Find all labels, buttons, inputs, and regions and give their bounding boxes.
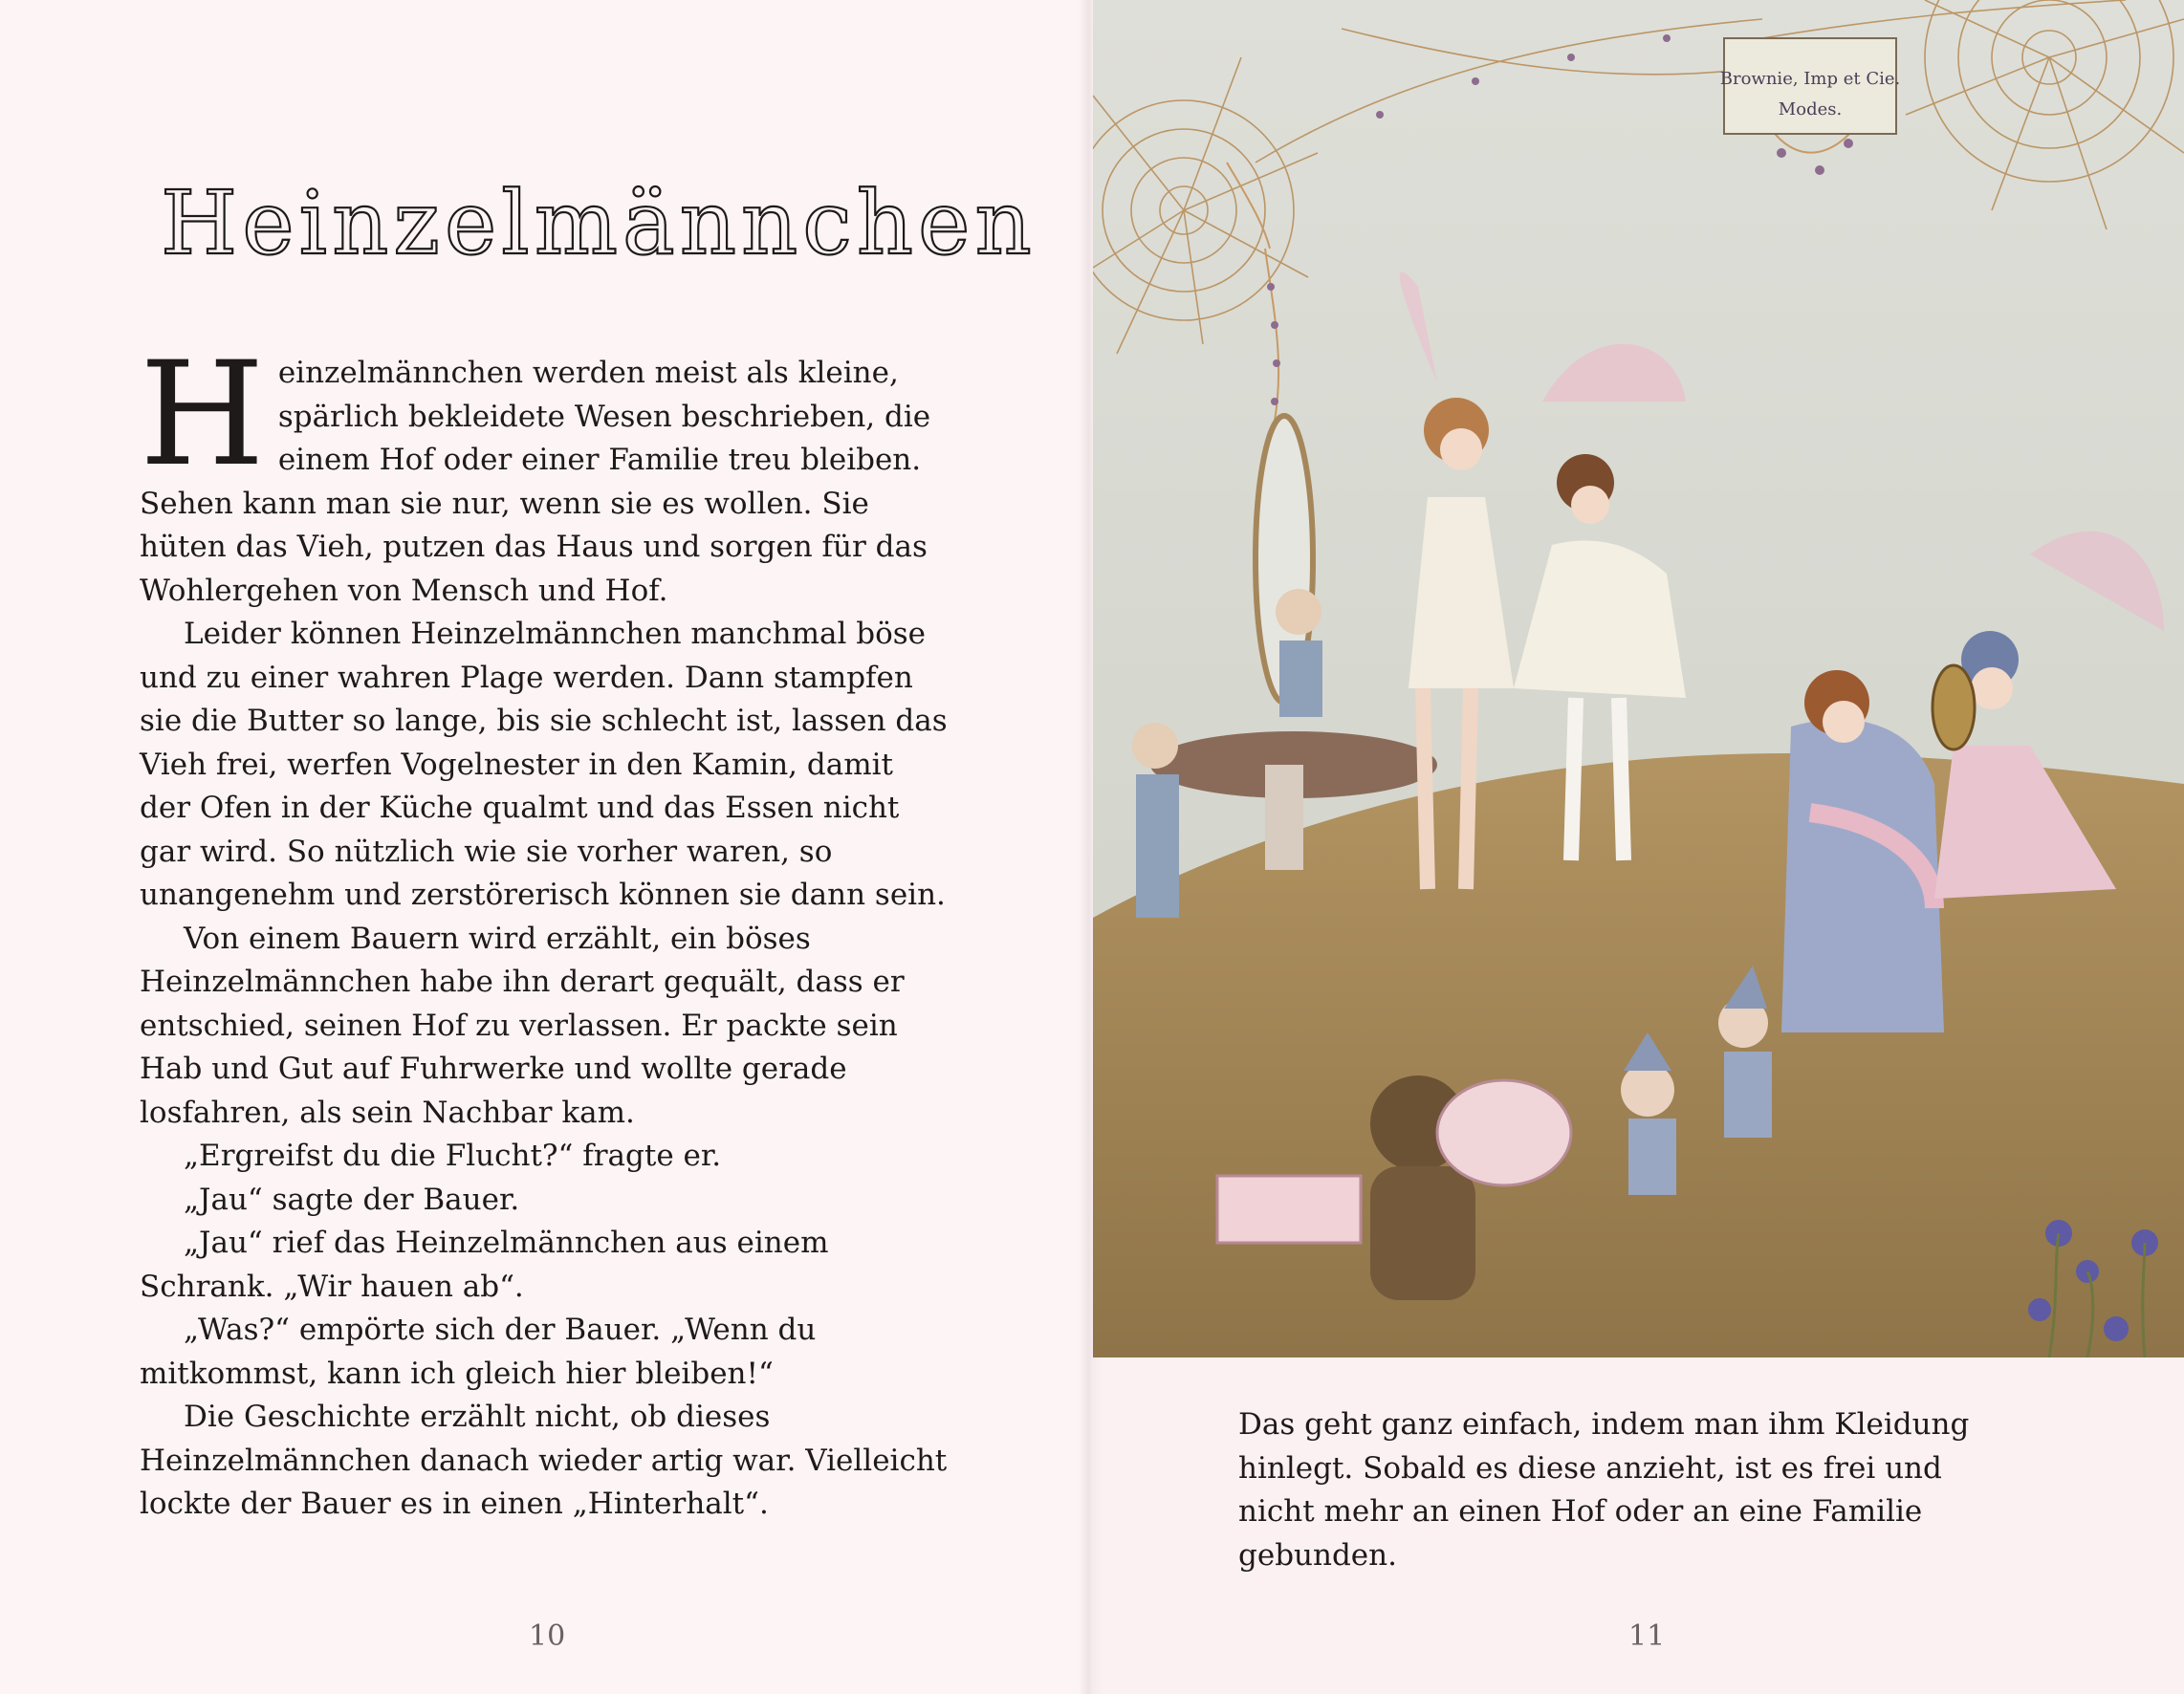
- drop-cap: H: [140, 332, 265, 498]
- paragraph-6: „Jau“ rief das Heinzelmännchen aus einem Schrank. „Wir hauen ab“.: [140, 1226, 829, 1304]
- paragraph-3: Von einem Bauern wird erzählt, ein böses Heinzelmännchen habe ihn derart gequält, dass er entschied, seinen Hof zu verlassen. Er packte sein Hab und Gut auf Fuhrwerke und wollte gerade losfahren, als sein Nachbar kam.: [140, 921, 905, 1130]
- paragraph-8: Die Geschichte erzählt nicht, ob dieses Heinzelmännchen danach wieder artig war. Vielleicht lockte der Bauer es in einen „Hinterhalt“.: [140, 1400, 948, 1521]
- fairy-illustration: [1093, 0, 2184, 1357]
- story-text: [140, 332, 952, 1527]
- paragraph-4: „Ergreifst du die Flucht?“ fragte er.: [184, 1139, 722, 1173]
- paragraph-1: [140, 332, 952, 613]
- left-page: [0, 0, 1090, 1694]
- sign-line-1: Brownie, Imp et Cie.: [1719, 69, 1901, 89]
- paragraph-7: „Was?“ empörte sich der Bauer. „Wenn du mitkommst, kann ich gleich hier bleiben!“: [140, 1313, 817, 1391]
- sign-line-2: Modes.: [1778, 99, 1843, 119]
- illustration-caption: Das geht ganz einfach, indem man ihm Kleidung hinlegt. Sobald es diese anzieht, ist es frei und nicht mehr an einen Hof oder an eine Familie gebunden.: [1238, 1407, 1970, 1573]
- page-title: Heinzelmännchen: [161, 171, 1037, 274]
- page-number-left: 10: [529, 1619, 566, 1653]
- paragraph-1-text: einzelmännchen werden meist als kleine, spärlich bekleidete Wesen beschrieben, die einem Hof oder einer Familie treu bleiben. Sehen kann man sie nur, wenn sie es wollen. Sie hüten das Vieh, putzen das Haus und sorgen für das Wohlergehen von Mensch und Hof.: [140, 356, 931, 608]
- page-number-right: 11: [1628, 1619, 1666, 1653]
- paragraph-5: „Jau“ sagte der Bauer.: [184, 1182, 520, 1217]
- paragraph-2: Leider können Heinzelmännchen manchmal böse und zu einer wahren Plage werden. Dann stampfen sie die Butter so lange, bis sie schlecht ist, lassen das Vieh frei, werfen Vogelnester in den Kamin, damit der Ofen in der Küche qualmt und das Essen nicht gar wird. So nützlich wie sie vorher waren, so unangenehm und zerstörerisch können sie dann sein.: [140, 617, 948, 912]
